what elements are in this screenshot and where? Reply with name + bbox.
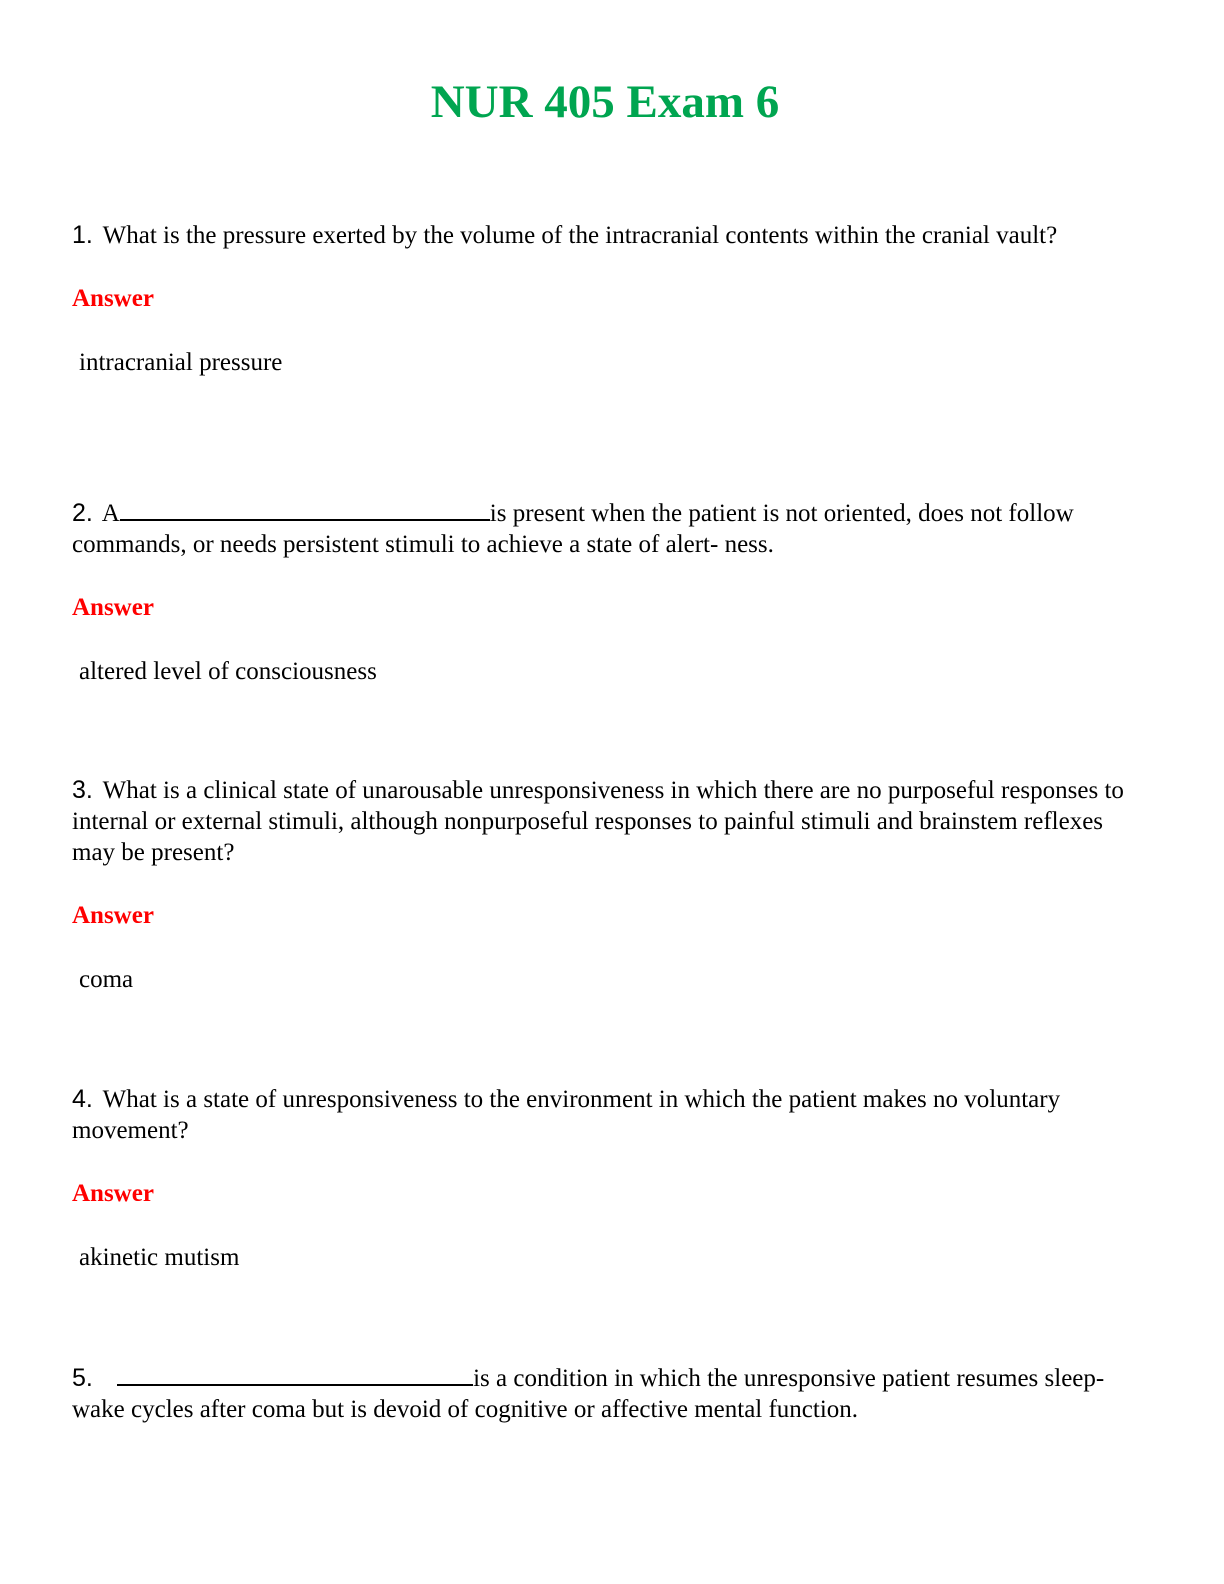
answer-label: Answer	[72, 1180, 154, 1207]
question-number: 4.	[72, 1085, 93, 1113]
answer-text: intracranial pressure	[79, 349, 283, 376]
question-text: What is a clinical state of unarousable unresponsiveness in which there are no purposeful responses to internal or external stimuli, although nonpurposeful responses to painful stimuli and brainstem reflexes may be present?	[72, 777, 1124, 866]
question-1	[72, 220, 1132, 251]
answer-label: Answer	[72, 594, 154, 621]
question-block-1	[72, 220, 1132, 378]
question-block-4	[72, 1084, 1132, 1273]
question-text: is a condition in which the unresponsive patient resumes sleep-wake cycles after coma but is devoid of cognitive or affective mental function.	[72, 1365, 1105, 1423]
question-text: What is the pressure exerted by the volume of the intracranial contents within the cranial vault?	[102, 222, 1058, 249]
question-number: 1.	[72, 221, 93, 249]
question-4	[72, 1084, 1132, 1146]
answer-label: Answer	[72, 902, 154, 929]
question-prefix: A	[101, 500, 120, 527]
answer-text: altered level of consciousness	[79, 658, 377, 685]
answer-label: Answer	[72, 285, 154, 312]
question-block-2	[72, 497, 1132, 687]
question-text: What is a state of unresponsiveness to the environment in which the patient makes no voluntary movement?	[72, 1086, 1061, 1144]
answer-text: coma	[79, 966, 134, 993]
question-number: 2.	[72, 499, 93, 527]
question-block-3	[72, 775, 1132, 995]
question-5	[72, 1362, 1132, 1425]
question-3	[72, 775, 1132, 868]
question-block-5	[72, 1362, 1132, 1425]
question-2	[72, 497, 1132, 560]
question-number: 5.	[72, 1364, 93, 1392]
fill-in-blank	[117, 1362, 473, 1386]
page-title: NUR 405 Exam 6	[430, 76, 780, 128]
fill-in-blank	[120, 497, 490, 521]
answer-text: akinetic mutism	[79, 1244, 240, 1271]
question-number: 3.	[72, 776, 93, 804]
question-text: is present when the patient is not oriented, does not follow commands, or needs persistent stimuli to achieve a state of alert- ness.	[72, 500, 1074, 558]
